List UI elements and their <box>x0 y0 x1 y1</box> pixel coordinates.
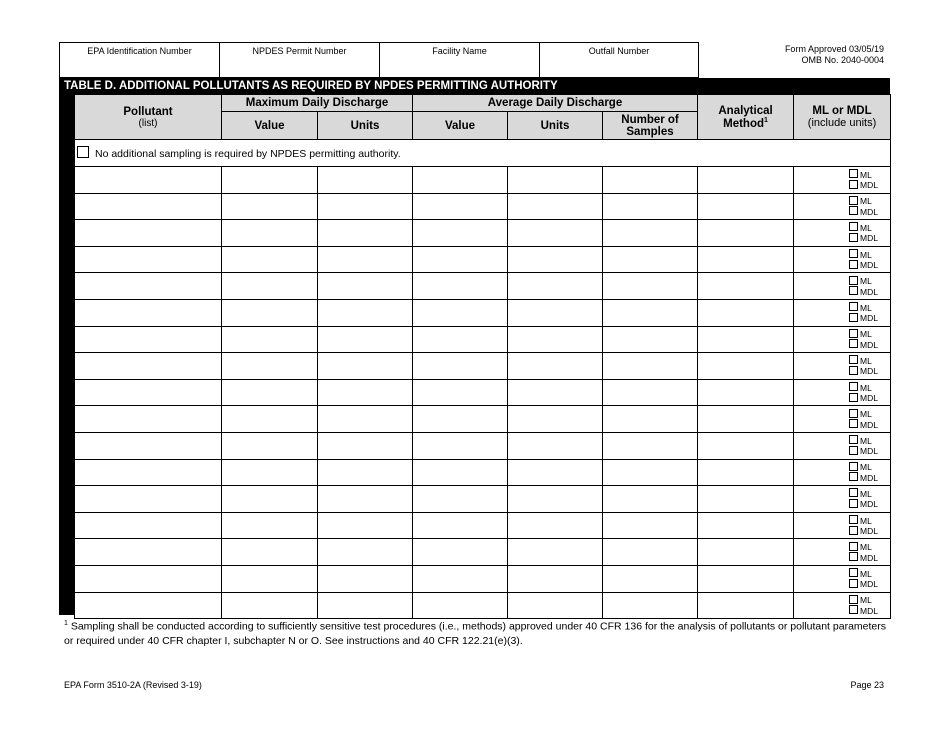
max-value-cell[interactable] <box>222 592 318 619</box>
pollutant-cell[interactable] <box>75 592 222 619</box>
mdl-label: MDL <box>860 286 878 297</box>
facility-name-label: Facility Name <box>432 46 487 56</box>
pollutant-cell[interactable] <box>75 193 222 220</box>
avg-value-cell[interactable] <box>413 220 508 247</box>
page-number: Page 23 <box>850 680 884 690</box>
table-title: TABLE D. ADDITIONAL POLLUTANTS AS REQUIRED BY NPDES PERMITTING AUTHORITY <box>64 80 558 92</box>
avg-units-cell[interactable] <box>508 565 603 592</box>
mdl-label: MDL <box>860 206 878 217</box>
ml-label: ML <box>860 435 872 446</box>
avg-units-cell[interactable] <box>508 592 603 619</box>
ml-option[interactable] <box>794 409 882 420</box>
footnote-text: Sampling shall be conducted according to sufficiently sensitive test procedures (i.e., methods) approved under 40 CFR 136 for the analysis of pollutants or pollutant parameters or required under 40 CFR chapter I, subchapter N or O. See instructions and 40 CFR 122.21(e)(3). <box>64 620 886 647</box>
analytical-method-cell[interactable] <box>698 406 794 433</box>
mdl-label: MDL <box>860 446 878 457</box>
table-row <box>75 432 891 459</box>
analytical-method-cell[interactable] <box>698 167 794 194</box>
avg-value-cell[interactable] <box>413 565 508 592</box>
ml-checkbox[interactable] <box>849 329 858 338</box>
pollutant-cell[interactable] <box>75 565 222 592</box>
mdl-option[interactable] <box>794 605 882 616</box>
samples-cell[interactable] <box>603 406 698 433</box>
analytical-method-cell[interactable] <box>698 565 794 592</box>
avg-value-cell[interactable] <box>413 486 508 513</box>
ml-label: ML <box>860 542 872 553</box>
max-value-cell[interactable] <box>222 512 318 539</box>
mdl-option[interactable] <box>794 393 882 404</box>
mdl-label: MDL <box>860 552 878 563</box>
mdl-option[interactable] <box>794 499 882 510</box>
samples-header-line2: Samples <box>626 125 674 138</box>
analytical-method-cell[interactable] <box>698 193 794 220</box>
max-units-cell[interactable] <box>318 432 413 459</box>
analytical-method-cell[interactable] <box>698 220 794 247</box>
avg-value-cell[interactable] <box>413 379 508 406</box>
avg-value-cell[interactable] <box>413 299 508 326</box>
omb-number: OMB No. 2040-0004 <box>801 55 884 65</box>
samples-cell[interactable] <box>603 565 698 592</box>
max-value-cell[interactable] <box>222 326 318 353</box>
col-ml-mdl <box>794 95 891 140</box>
max-units-cell[interactable] <box>318 353 413 380</box>
avg-value-cell[interactable] <box>413 432 508 459</box>
avg-units-cell[interactable] <box>508 406 603 433</box>
mdl-checkbox[interactable] <box>849 180 858 189</box>
max-units-cell[interactable] <box>318 486 413 513</box>
max-units-cell[interactable] <box>318 592 413 619</box>
mdl-option[interactable] <box>794 419 882 430</box>
max-units-cell[interactable] <box>318 539 413 566</box>
ml-label: ML <box>860 196 872 207</box>
max-units-cell[interactable] <box>318 459 413 486</box>
avg-value-cell[interactable] <box>413 193 508 220</box>
max-value-cell[interactable] <box>222 299 318 326</box>
table-row <box>75 459 891 486</box>
analytical-method-cell[interactable] <box>698 273 794 300</box>
table-row <box>75 353 891 380</box>
avg-value-cell[interactable] <box>413 459 508 486</box>
pollutant-table <box>74 94 891 619</box>
ml-checkbox[interactable] <box>849 249 858 258</box>
avg-value-header: Value <box>413 112 508 140</box>
avg-daily-header: Average Daily Discharge <box>413 95 698 112</box>
ml-mdl-cell <box>794 406 891 433</box>
npdes-permit-field[interactable] <box>219 42 379 78</box>
samples-cell[interactable] <box>603 167 698 194</box>
footnote-marker: 1 <box>64 620 68 627</box>
ml-mdl-cell <box>794 592 891 619</box>
max-units-header: Units <box>318 112 413 140</box>
mdl-checkbox[interactable] <box>849 499 858 508</box>
ml-mdl-cell <box>794 539 891 566</box>
table-row <box>75 220 891 247</box>
max-value-cell[interactable] <box>222 167 318 194</box>
mdl-option[interactable] <box>794 180 882 191</box>
pollutant-cell[interactable] <box>75 353 222 380</box>
pollutant-subheader: (list) <box>138 117 158 129</box>
ml-label: ML <box>860 222 872 233</box>
ml-checkbox[interactable] <box>849 488 858 497</box>
ml-mdl-header: ML or MDL <box>812 105 872 117</box>
max-value-cell[interactable] <box>222 273 318 300</box>
mdl-checkbox[interactable] <box>849 393 858 402</box>
table-row <box>75 406 891 433</box>
avg-units-cell[interactable] <box>508 486 603 513</box>
ml-label: ML <box>860 595 872 606</box>
analytical-method-cell[interactable] <box>698 486 794 513</box>
mdl-label: MDL <box>860 472 878 483</box>
max-units-cell[interactable] <box>318 273 413 300</box>
col-pollutant <box>75 95 222 140</box>
mdl-option[interactable] <box>794 313 882 324</box>
samples-cell[interactable] <box>603 353 698 380</box>
ml-checkbox[interactable] <box>849 302 858 311</box>
avg-units-cell[interactable] <box>508 246 603 273</box>
max-units-cell[interactable] <box>318 512 413 539</box>
form-approval-info <box>700 44 884 66</box>
max-units-cell[interactable] <box>318 565 413 592</box>
outfall-number-field[interactable] <box>539 42 699 78</box>
mdl-option[interactable] <box>794 339 882 350</box>
ml-label: ML <box>860 302 872 313</box>
mdl-checkbox[interactable] <box>849 206 858 215</box>
analytical-method-cell[interactable] <box>698 326 794 353</box>
mdl-checkbox[interactable] <box>849 260 858 269</box>
analytical-method-cell[interactable] <box>698 592 794 619</box>
table-row <box>75 193 891 220</box>
analytical-method-cell[interactable] <box>698 299 794 326</box>
pollutant-cell[interactable] <box>75 167 222 194</box>
ml-label: ML <box>860 329 872 340</box>
max-value-cell[interactable] <box>222 246 318 273</box>
form-number: EPA Form 3510-2A (Revised 3-19) <box>64 680 202 690</box>
mdl-checkbox[interactable] <box>849 313 858 322</box>
mdl-option[interactable] <box>794 526 882 537</box>
avg-units-cell[interactable] <box>508 512 603 539</box>
footnote <box>64 617 894 648</box>
method-header: Method <box>723 117 765 130</box>
ml-mdl-cell <box>794 220 891 247</box>
avg-units-cell[interactable] <box>508 299 603 326</box>
table-row <box>75 539 891 566</box>
ml-mdl-cell <box>794 246 891 273</box>
avg-value-cell[interactable] <box>413 273 508 300</box>
ml-checkbox[interactable] <box>849 462 858 471</box>
avg-units-cell[interactable] <box>508 167 603 194</box>
max-value-cell[interactable] <box>222 193 318 220</box>
avg-units-cell[interactable] <box>508 353 603 380</box>
ml-option[interactable] <box>794 515 882 526</box>
samples-cell[interactable] <box>603 246 698 273</box>
ml-option[interactable] <box>794 169 882 180</box>
pollutant-cell[interactable] <box>75 299 222 326</box>
table-row <box>75 565 891 592</box>
samples-cell[interactable] <box>603 459 698 486</box>
analytical-method-cell[interactable] <box>698 539 794 566</box>
ml-option[interactable] <box>794 435 882 446</box>
ml-option[interactable] <box>794 568 882 579</box>
ml-option[interactable] <box>794 276 882 287</box>
max-value-cell[interactable] <box>222 406 318 433</box>
pollutant-cell[interactable] <box>75 273 222 300</box>
mdl-label: MDL <box>860 579 878 590</box>
avg-value-cell[interactable] <box>413 246 508 273</box>
ml-mdl-cell <box>794 193 891 220</box>
analytical-method-cell[interactable] <box>698 246 794 273</box>
ml-mdl-cell <box>794 459 891 486</box>
max-daily-header: Maximum Daily Discharge <box>222 95 413 112</box>
analytical-footnote-marker: 1 <box>764 116 768 124</box>
ml-option[interactable] <box>794 249 882 260</box>
table-row <box>75 486 891 513</box>
mdl-option[interactable] <box>794 552 882 563</box>
max-value-cell[interactable] <box>222 220 318 247</box>
ml-option[interactable] <box>794 382 882 393</box>
samples-cell[interactable] <box>603 592 698 619</box>
ml-mdl-cell <box>794 273 891 300</box>
analytical-method-cell[interactable] <box>698 353 794 380</box>
samples-cell[interactable] <box>603 273 698 300</box>
max-value-cell[interactable] <box>222 539 318 566</box>
no-sampling-label: No additional sampling is required by NPDES permitting authority. <box>95 148 401 160</box>
ml-checkbox[interactable] <box>849 542 858 551</box>
max-units-cell[interactable] <box>318 379 413 406</box>
mdl-label: MDL <box>860 339 878 350</box>
table-row <box>75 273 891 300</box>
samples-cell[interactable] <box>603 326 698 353</box>
mdl-checkbox[interactable] <box>849 552 858 561</box>
analytical-header: Analytical <box>718 104 773 117</box>
max-units-cell[interactable] <box>318 193 413 220</box>
pollutant-cell[interactable] <box>75 486 222 513</box>
max-value-cell[interactable] <box>222 379 318 406</box>
mdl-option[interactable] <box>794 206 882 217</box>
max-units-cell[interactable] <box>318 220 413 247</box>
max-value-cell[interactable] <box>222 459 318 486</box>
ml-mdl-cell <box>794 167 891 194</box>
ml-label: ML <box>860 462 872 473</box>
npdes-permit-label: NPDES Permit Number <box>252 46 347 56</box>
ml-mdl-cell <box>794 486 891 513</box>
ml-option[interactable] <box>794 196 882 207</box>
mdl-label: MDL <box>860 419 878 430</box>
avg-value-cell[interactable] <box>413 539 508 566</box>
ml-mdl-cell <box>794 379 891 406</box>
outfall-number-label: Outfall Number <box>588 46 650 56</box>
ml-checkbox[interactable] <box>849 515 858 524</box>
samples-cell[interactable] <box>603 432 698 459</box>
ml-checkbox[interactable] <box>849 169 858 178</box>
mdl-checkbox[interactable] <box>849 579 858 588</box>
max-units-cell[interactable] <box>318 299 413 326</box>
pollutant-cell[interactable] <box>75 459 222 486</box>
ml-option[interactable] <box>794 302 882 313</box>
no-sampling-row <box>75 140 891 167</box>
ml-label: ML <box>860 249 872 260</box>
mdl-label: MDL <box>860 313 878 324</box>
mdl-checkbox[interactable] <box>849 339 858 348</box>
mdl-checkbox[interactable] <box>849 446 858 455</box>
avg-units-cell[interactable] <box>508 379 603 406</box>
ml-label: ML <box>860 515 872 526</box>
max-value-cell[interactable] <box>222 565 318 592</box>
ml-option[interactable] <box>794 462 882 473</box>
avg-value-cell[interactable] <box>413 353 508 380</box>
ml-label: ML <box>860 409 872 420</box>
mdl-option[interactable] <box>794 286 882 297</box>
mdl-option[interactable] <box>794 366 882 377</box>
ml-option[interactable] <box>794 488 882 499</box>
ml-label: ML <box>860 276 872 287</box>
samples-cell[interactable] <box>603 379 698 406</box>
no-sampling-checkbox[interactable] <box>77 146 89 158</box>
mdl-option[interactable] <box>794 579 882 590</box>
ml-checkbox[interactable] <box>849 595 858 604</box>
avg-value-cell[interactable] <box>413 406 508 433</box>
ml-option[interactable] <box>794 222 882 233</box>
max-value-cell[interactable] <box>222 353 318 380</box>
avg-units-cell[interactable] <box>508 193 603 220</box>
table-row <box>75 326 891 353</box>
samples-header <box>603 112 698 140</box>
max-units-cell[interactable] <box>318 246 413 273</box>
max-units-cell[interactable] <box>318 167 413 194</box>
ml-checkbox[interactable] <box>849 568 858 577</box>
samples-cell[interactable] <box>603 220 698 247</box>
analytical-method-cell[interactable] <box>698 432 794 459</box>
ml-option[interactable] <box>794 542 882 553</box>
ml-option[interactable] <box>794 595 882 606</box>
col-analytical-method <box>698 95 794 140</box>
avg-value-cell[interactable] <box>413 512 508 539</box>
ml-checkbox[interactable] <box>849 355 858 364</box>
ml-checkbox[interactable] <box>849 435 858 444</box>
avg-units-header: Units <box>508 112 603 140</box>
facility-name-field[interactable] <box>379 42 539 78</box>
mdl-checkbox[interactable] <box>849 419 858 428</box>
ml-mdl-cell <box>794 353 891 380</box>
analytical-method-cell[interactable] <box>698 512 794 539</box>
pollutant-header: Pollutant <box>123 105 173 118</box>
pollutant-cell[interactable] <box>75 326 222 353</box>
ml-mdl-subheader: (include units) <box>807 117 877 129</box>
data-rows <box>75 167 891 619</box>
samples-cell[interactable] <box>603 193 698 220</box>
mdl-label: MDL <box>860 526 878 537</box>
ml-label: ML <box>860 382 872 393</box>
ml-mdl-cell <box>794 512 891 539</box>
table-row <box>75 299 891 326</box>
avg-units-cell[interactable] <box>508 539 603 566</box>
pollutant-cell[interactable] <box>75 379 222 406</box>
mdl-label: MDL <box>860 180 878 191</box>
avg-value-cell[interactable] <box>413 592 508 619</box>
pollutant-cell[interactable] <box>75 539 222 566</box>
mdl-label: MDL <box>860 499 878 510</box>
mdl-checkbox[interactable] <box>849 605 858 614</box>
pollutant-cell[interactable] <box>75 406 222 433</box>
ml-checkbox[interactable] <box>849 276 858 285</box>
mdl-checkbox[interactable] <box>849 526 858 535</box>
ml-label: ML <box>860 355 872 366</box>
mdl-option[interactable] <box>794 446 882 457</box>
table-row <box>75 167 891 194</box>
pollutant-cell[interactable] <box>75 220 222 247</box>
ml-checkbox[interactable] <box>849 196 858 205</box>
avg-units-cell[interactable] <box>508 459 603 486</box>
mdl-option[interactable] <box>794 472 882 483</box>
mdl-label: MDL <box>860 605 878 616</box>
ml-checkbox[interactable] <box>849 382 858 391</box>
mdl-label: MDL <box>860 233 878 244</box>
avg-value-cell[interactable] <box>413 326 508 353</box>
table-row <box>75 246 891 273</box>
mdl-checkbox[interactable] <box>849 366 858 375</box>
ml-mdl-cell <box>794 299 891 326</box>
max-units-cell[interactable] <box>318 326 413 353</box>
ml-checkbox[interactable] <box>849 222 858 231</box>
ml-label: ML <box>860 169 872 180</box>
samples-cell[interactable] <box>603 299 698 326</box>
max-value-cell[interactable] <box>222 486 318 513</box>
ml-mdl-cell <box>794 565 891 592</box>
pollutant-cell[interactable] <box>75 512 222 539</box>
ml-option[interactable] <box>794 355 882 366</box>
samples-cell[interactable] <box>603 512 698 539</box>
table-row <box>75 512 891 539</box>
mdl-checkbox[interactable] <box>849 472 858 481</box>
ml-option[interactable] <box>794 329 882 340</box>
mdl-option[interactable] <box>794 260 882 271</box>
samples-cell[interactable] <box>603 486 698 513</box>
samples-cell[interactable] <box>603 539 698 566</box>
mdl-option[interactable] <box>794 233 882 244</box>
samples-header-line1: Number of <box>621 113 679 126</box>
ml-mdl-cell <box>794 326 891 353</box>
mdl-label: MDL <box>860 260 878 271</box>
avg-units-cell[interactable] <box>508 220 603 247</box>
ml-checkbox[interactable] <box>849 409 858 418</box>
mdl-checkbox[interactable] <box>849 233 858 242</box>
mdl-checkbox[interactable] <box>849 286 858 295</box>
analytical-method-cell[interactable] <box>698 459 794 486</box>
max-value-cell[interactable] <box>222 432 318 459</box>
mdl-label: MDL <box>860 393 878 404</box>
avg-units-cell[interactable] <box>508 432 603 459</box>
analytical-method-cell[interactable] <box>698 379 794 406</box>
epa-id-field[interactable] <box>59 42 219 78</box>
avg-value-cell[interactable] <box>413 167 508 194</box>
pollutant-cell[interactable] <box>75 246 222 273</box>
mdl-label: MDL <box>860 366 878 377</box>
form-approved-date: Form Approved 03/05/19 <box>784 44 884 54</box>
max-value-header: Value <box>222 112 318 140</box>
avg-units-cell[interactable] <box>508 273 603 300</box>
ml-mdl-cell <box>794 432 891 459</box>
pollutant-cell[interactable] <box>75 432 222 459</box>
max-units-cell[interactable] <box>318 406 413 433</box>
table-row <box>75 379 891 406</box>
form-header <box>59 42 699 78</box>
epa-id-label: EPA Identification Number <box>87 46 192 56</box>
ml-label: ML <box>860 488 872 499</box>
avg-units-cell[interactable] <box>508 326 603 353</box>
table-row <box>75 592 891 619</box>
ml-label: ML <box>860 568 872 579</box>
